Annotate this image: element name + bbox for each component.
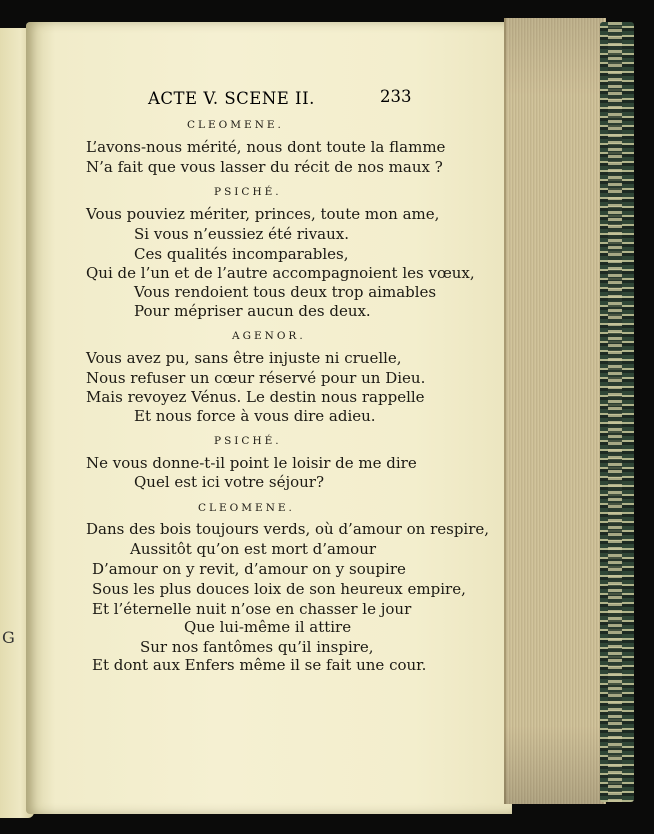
verse-line: Quel est ici votre séjour? [134,473,325,491]
verse-line: Vous rendoient tous deux trop aimables [134,283,437,301]
page-number: 233 [380,87,412,106]
verse-line: N’a fait que vous lasser du récit de nos maux ? [86,158,443,176]
speaker-name: CLEOMENE. [187,119,284,131]
speaker-name: PSICHÉ. [214,435,282,447]
verse-line: Que lui-même il attire [184,618,352,636]
book-spine [600,22,634,802]
verse-line: Et nous force à vous dire adieu. [134,407,376,425]
left-page-mark: G [2,628,15,647]
verse-line: D’amour on y revit, d’amour on y soupire [92,560,406,578]
speaker-name: CLEOMENE. [198,502,295,514]
running-header: ACTE V. SCENE II. [148,89,315,108]
page-edges-shade [504,18,604,804]
verse-line: Mais revoyez Vénus. Le destin nous rappelle [86,388,425,406]
verse-line: Et l’éternelle nuit n’ose en chasser le jour [92,600,412,618]
verse-line: Et dont aux Enfers même il se fait une cour. [92,656,427,674]
verse-line: Si vous n’eussiez été rivaux. [134,225,350,243]
verse-line: Ne vous donne-t-il point le loisir de me dire [86,454,417,472]
verse-line: Vous avez pu, sans être injuste ni cruelle, [86,349,402,367]
verse-line: Pour mépriser aucun des deux. [134,302,371,320]
verse-line: Qui de l’un et de l’autre accompagnoient les vœux, [86,264,475,282]
speaker-name: PSICHÉ. [214,186,282,198]
verse-line: Vous pouviez mériter, princes, toute mon ame, [86,205,440,223]
verse-line: Sous les plus douces loix de son heureux empire, [92,580,466,598]
verse-line: Dans des bois toujours verds, où d’amour on respire, [86,520,490,538]
verse-line: Aussitôt qu’on est mort d’amour [130,540,377,558]
verse-line: Ces qualités incomparables, [134,245,349,263]
verse-line: Sur nos fantômes qu’il inspire, [140,638,374,656]
speaker-name: AGENOR. [232,330,306,342]
verse-line: L’avons-nous mérité, nous dont toute la flamme [86,138,446,156]
verse-line: Nous refuser un cœur réservé pour un Dieu. [86,369,426,387]
